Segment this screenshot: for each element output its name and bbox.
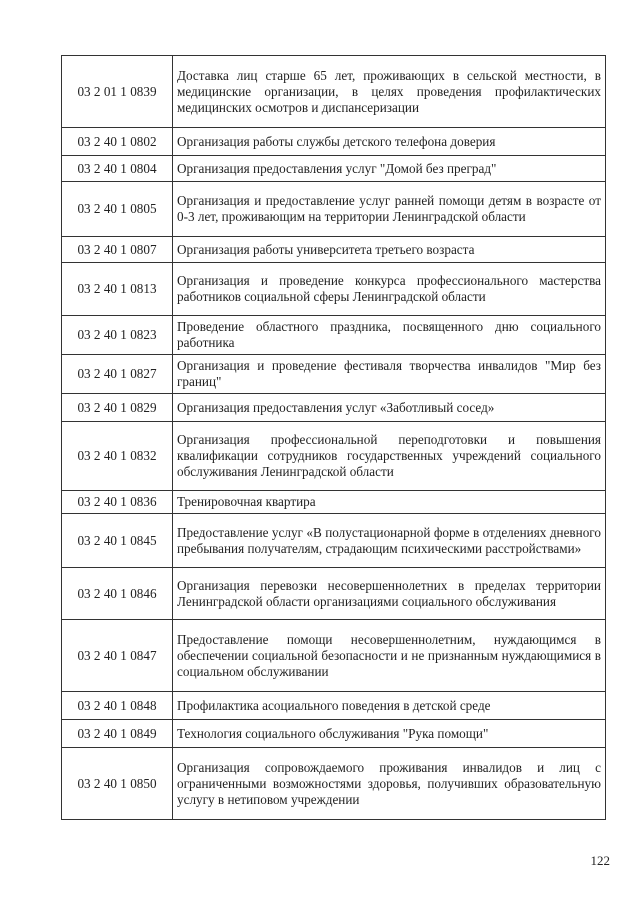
row-description: Организация предоставления услуг "Домой без преград": [173, 156, 606, 182]
row-description: Организация предоставления услуг «Заботливый сосед»: [173, 394, 606, 422]
row-code: 03 2 40 1 0805: [62, 182, 173, 237]
table-row: [62, 263, 606, 316]
row-code: 03 2 40 1 0827: [62, 355, 173, 394]
table-row: [62, 491, 606, 514]
table-row: [62, 56, 606, 128]
table-row: [62, 394, 606, 422]
row-description: Организация перевозки несовершеннолетних в пределах территории Ленинградской области организациями социального обслуживания: [173, 568, 606, 620]
row-code: 03 2 40 1 0807: [62, 237, 173, 263]
row-description: Технология социального обслуживания "Рука помощи": [173, 720, 606, 748]
row-code: 03 2 40 1 0846: [62, 568, 173, 620]
row-description: Организация работы университета третьего возраста: [173, 237, 606, 263]
table-row: [62, 748, 606, 820]
row-code: 03 2 40 1 0832: [62, 422, 173, 491]
row-description: Организация и проведение фестиваля творчества инвалидов "Мир без границ": [173, 355, 606, 394]
row-description: Предоставление помощи несовершеннолетним, нуждающимся в обеспечении социальной безопасности и не признанным нуждающимися в социальном обслуживании: [173, 620, 606, 692]
row-code: 03 2 40 1 0849: [62, 720, 173, 748]
row-code: 03 2 40 1 0829: [62, 394, 173, 422]
page-number: 122: [590, 853, 610, 868]
row-description: Тренировочная квартира: [173, 491, 606, 514]
row-description: Организация и предоставление услуг ранней помощи детям в возрасте от 0-3 лет, проживающим на территории Ленинградской области: [173, 182, 606, 237]
row-code: 03 2 01 1 0839: [62, 56, 173, 128]
table-row: [62, 568, 606, 620]
row-code: 03 2 40 1 0848: [62, 692, 173, 720]
table-row: [62, 720, 606, 748]
row-description: Профилактика асоциального поведения в детской среде: [173, 692, 606, 720]
row-description: Организация и проведение конкурса профессионального мастерства работников социальной сферы Ленинградской области: [173, 263, 606, 316]
row-code: 03 2 40 1 0802: [62, 128, 173, 156]
table-row: [62, 316, 606, 355]
row-code: 03 2 40 1 0813: [62, 263, 173, 316]
row-code: 03 2 40 1 0804: [62, 156, 173, 182]
table-row: [62, 422, 606, 491]
row-code: 03 2 40 1 0850: [62, 748, 173, 820]
row-description: Проведение областного праздника, посвященного дню социального работника: [173, 316, 606, 355]
row-code: 03 2 40 1 0847: [62, 620, 173, 692]
table-row: [62, 355, 606, 394]
table-row: [62, 237, 606, 263]
row-description: Организация профессиональной переподготовки и повышения квалификации сотрудников государственных учреждений социального обслуживания Ленинградской области: [173, 422, 606, 491]
table-row: [62, 156, 606, 182]
table-row: [62, 692, 606, 720]
table-row: [62, 182, 606, 237]
row-description: Предоставление услуг «В полустационарной форме в отделениях дневного пребывания получателям, страдающим психическими расстройствами»: [173, 514, 606, 568]
table-row: [62, 128, 606, 156]
row-code: 03 2 40 1 0823: [62, 316, 173, 355]
table-row: [62, 514, 606, 568]
row-code: 03 2 40 1 0845: [62, 514, 173, 568]
row-description: Организация сопровождаемого проживания инвалидов и лиц с ограниченными возможностями здоровья, получивших образовательную услугу в нетиповом учреждении: [173, 748, 606, 820]
row-code: 03 2 40 1 0836: [62, 491, 173, 514]
table-body: [62, 56, 606, 820]
row-description: Доставка лиц старше 65 лет, проживающих в сельской местности, в медицинские организации, в целях проведения профилактических медицинских осмотров и диспансеризации: [173, 56, 606, 128]
budget-codes-table: [61, 55, 606, 820]
table-row: [62, 620, 606, 692]
row-description: Организация работы службы детского телефона доверия: [173, 128, 606, 156]
